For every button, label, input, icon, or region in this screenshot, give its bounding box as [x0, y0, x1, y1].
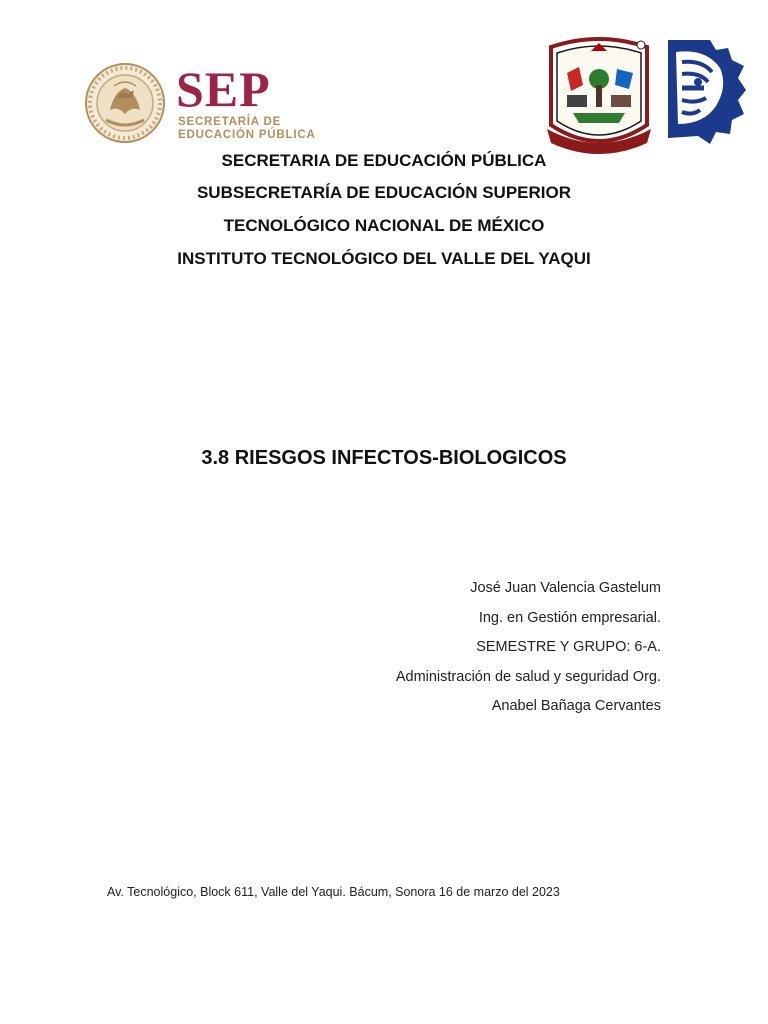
teacher-name: Anabel Bañaga Cervantes — [491, 698, 661, 714]
address-date-footer: Av. Tecnológico, Block 611, Valle del Yaqui. Bácum, Sonora 16 de marzo del 2023 — [107, 885, 560, 899]
mexico-coat-of-arms-logo — [84, 62, 166, 144]
itvy-shield-logo — [543, 33, 655, 161]
student-name: José Juan Valencia Gastelum — [470, 580, 661, 596]
career: Ing. en Gestión empresarial. — [478, 610, 661, 626]
header-secretaria: SECRETARIA DE EDUCACIÓN PÚBLICA — [221, 151, 547, 170]
sep-subtitle-line2: EDUCACIÓN PÚBLICA — [178, 129, 316, 141]
subject: Administración de salud y seguridad Org. — [395, 669, 661, 685]
sep-logo — [176, 61, 336, 144]
semester-group: SEMESTRE Y GRUPO: 6-A. — [476, 639, 661, 655]
header-instituto: INSTITUTO TECNOLÓGICO DEL VALLE DEL YAQUI — [177, 249, 591, 268]
sep-wordmark: SEP — [176, 61, 271, 117]
header-subsecretaria: SUBSECRETARÍA DE EDUCACIÓN SUPERIOR — [196, 183, 572, 202]
tecnm-gear-logo — [666, 38, 748, 158]
sep-subtitle-line1: SECRETARÍA DE — [178, 116, 282, 128]
header-tecnm: TECNOLÓGICO NACIONAL DE MÉXICO — [223, 216, 545, 235]
document-title: 3.8 RIESGOS INFECTOS-BIOLOGICOS — [201, 447, 567, 469]
